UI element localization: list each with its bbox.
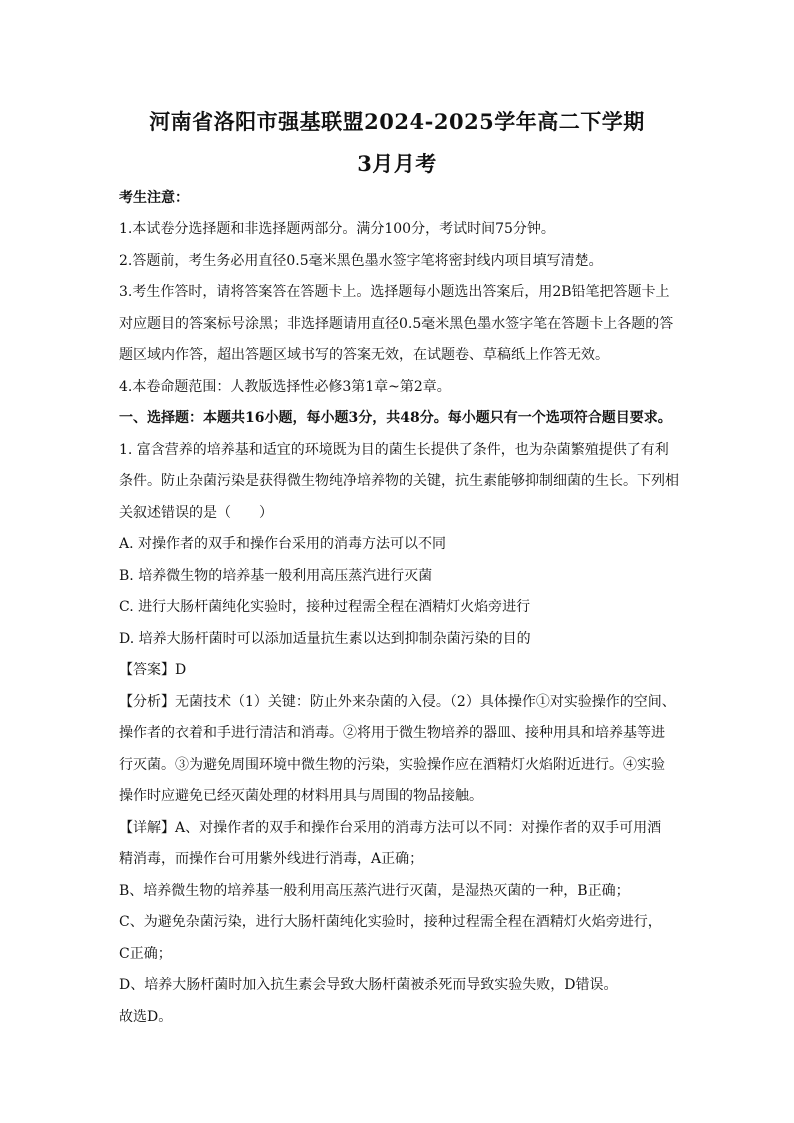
conclusion-line: 故选D。	[119, 1009, 173, 1025]
detail-line: D、培养大肠杆菌时加入抗生素会导致大肠杆菌被杀死而导致实验失败，D错误。	[119, 977, 618, 993]
section-heading: 一、选择题：本题共16小题，每小题3分，共48分。每小题只有一个选项符合题目要求。	[119, 410, 672, 426]
option-b: B. 培养微生物的培养基一般利用高压蒸汽进行灭菌	[119, 568, 433, 584]
page-title: 河南省洛阳市强基联盟2024-2025学年高二下学期	[149, 109, 645, 134]
option-d: D. 培养大肠杆菌时可以添加适量抗生素以达到抑制杂菌污染的目的	[119, 631, 531, 647]
analysis-line: 操作者的衣着和手进行清洁和消毒。②将用于微生物培养的器皿、接种用具和培养基等进	[119, 725, 665, 741]
notice-item: 1.本试卷分选择题和非选择题两部分。满分100分，考试时间75分钟。	[119, 221, 555, 237]
notice-item: 题区域内作答，超出答题区域书写的答案无效，在试题卷、草稿纸上作答无效。	[119, 347, 609, 363]
analysis-line: 操作时应避免已经灭菌处理的材料用具与周围的物品接触。	[119, 788, 483, 804]
detail-line: B、培养微生物的培养基一般利用高压蒸汽进行灭菌，是湿热灭菌的一种，B正确；	[119, 883, 630, 899]
detail-line: C正确；	[119, 946, 172, 962]
detail-line: C、为避免杂菌污染，进行大肠杆菌纯化实验时，接种过程需全程在酒精灯火焰旁进行，	[119, 914, 662, 930]
question-stem-line: 关叙述错误的是（ ）	[119, 505, 273, 521]
notice-item: 2.答题前，考生务必用直径0.5毫米黑色墨水签字笔将密封线内项目填写清楚。	[119, 253, 603, 269]
answer-line: 【答案】D	[119, 662, 187, 678]
analysis-line: 【分析】无菌技术（1）关键：防止外来杂菌的入侵。（2）具体操作①对实验操作的空间、	[119, 694, 676, 710]
notice-item: 对应题目的答案标号涂黑；非选择题请用直径0.5毫米黑色墨水签字笔在答题卡上各题的答	[119, 316, 674, 332]
notice-item: 4.本卷命题范围：人教版选择性必修3第1章~第2章。	[119, 379, 451, 395]
option-c: C. 进行大肠杆菌纯化实验时，接种过程需全程在酒精灯火焰旁进行	[119, 599, 531, 615]
option-a: A. 对操作者的双手和操作台采用的消毒方法可以不同	[119, 536, 447, 552]
detail-line: 精消毒，而操作台可用紫外线进行消毒，A正确；	[119, 851, 424, 867]
notice-label: 考生注意：	[119, 190, 189, 206]
notice-item: 3.考生作答时，请将答案答在答题卡上。选择题每小题选出答案后，用2B铅笔把答题卡上	[119, 284, 670, 300]
question-stem-line: 1. 富含营养的培养基和适宜的环境既为目的菌生长提供了条件，也为杂菌繁殖提供了有利	[119, 442, 669, 458]
page-subtitle: 3月月考	[357, 151, 437, 176]
question-stem-line: 条件。防止杂菌污染是获得微生物纯净培养物的关键，抗生素能够抑制细菌的生长。下列相	[119, 473, 679, 489]
analysis-line: 行灭菌。③为避免周围环境中微生物的污染，实验操作应在酒精灯火焰附近进行。④实验	[119, 757, 665, 773]
detail-line: 【详解】A、对操作者的双手和操作台采用的消毒方法可以不同：对操作者的双手可用酒	[119, 820, 662, 836]
